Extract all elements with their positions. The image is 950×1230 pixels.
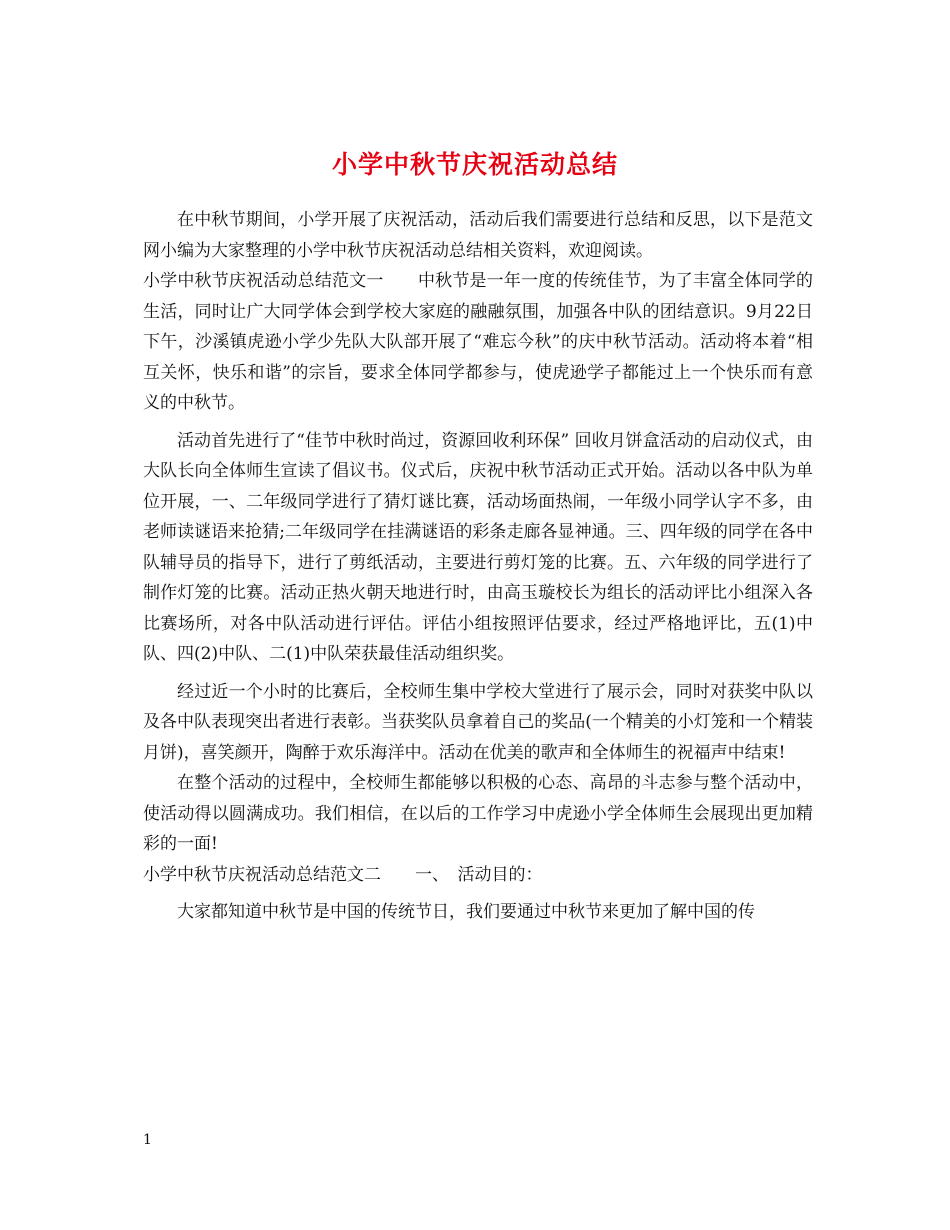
activity-paragraph: 活动首先进行了“佳节中秋时尚过，资源回收利环保” 回收月饼盒活动的启动仪式，由大队长向全体师生宣读了倡议书。仪式后，庆祝中秋节活动正式开始。活动以各中队为单位开展，一、二年级同学进行了猜灯谜比赛，活动场面热闹，一年级小同学认字不多，由老师读谜语来抢猜;二年级同学在挂满谜语的彩条走廊各显神通。三、四年级的同学在各中队辅导员的指导下，进行了剪纸活动，主要进行剪灯笼的比赛。五、六年级的同学进行了制作灯笼的比赛。活动正热火朝天地进行时，由高玉璇校长为组长的活动评比小组深入各比赛场所，对各中队活动进行评估。评估小组按照评估要求，经过严格地评比，五(1)中队、四(2)中队、二(1)中队荣获最佳活动组织奖。 [143, 430, 813, 664]
intro-paragraph: 在中秋节期间，小学开展了庆祝活动，活动后我们需要进行总结和反思，以下是范文网小编为大家整理的小学中秋节庆祝活动总结相关资料，欢迎阅读。 [143, 210, 813, 261]
page-number: 1 [143, 1132, 152, 1148]
conclusion-paragraph: 在整个活动的过程中，全校师生都能够以积极的心态、高昂的斗志参与整个活动中，使活动得以圆满成功。我们相信，在以后的工作学习中虎逊小学全体师生会展现出更加精彩的一面! [143, 773, 813, 854]
document-title: 小学中秋节庆祝活动总结 [331, 149, 618, 179]
award-paragraph: 经过近一个小时的比赛后，全校师生集中学校大堂进行了展示会，同时对获奖中队以及各中队表现突出者进行表彰。当获奖队员拿着自己的奖品(一个精美的小灯笼和一个精装月饼)，喜笑颜开，陶醉于欢乐海洋中。活动在优美的歌声和全体师生的祝福声中结束! [143, 681, 813, 763]
sample-two-heading: 小学中秋节庆祝活动总结范文二 一、 活动目的： [143, 864, 543, 885]
sample-one-paragraph: 小学中秋节庆祝活动总结范文一 中秋节是一年一度的传统佳节，为了丰富全体同学的生活，同时让广大同学体会到学校大家庭的融融氛围，加强各中队的团结意识。9月22日下午，沙溪镇虎逊小学少先队大队部开展了“难忘今秋”的庆中秋节活动。活动将本着“相互关怀，快乐和谐”的宗旨，要求全体同学都参与，使虎逊学子都能过上一个快乐而有意义的中秋节。 [143, 271, 813, 413]
document-body [143, 205, 813, 928]
sample-two-paragraph: 大家都知道中秋节是中国的传统节日，我们要通过中秋节来更加了解中国的传 [177, 902, 755, 922]
